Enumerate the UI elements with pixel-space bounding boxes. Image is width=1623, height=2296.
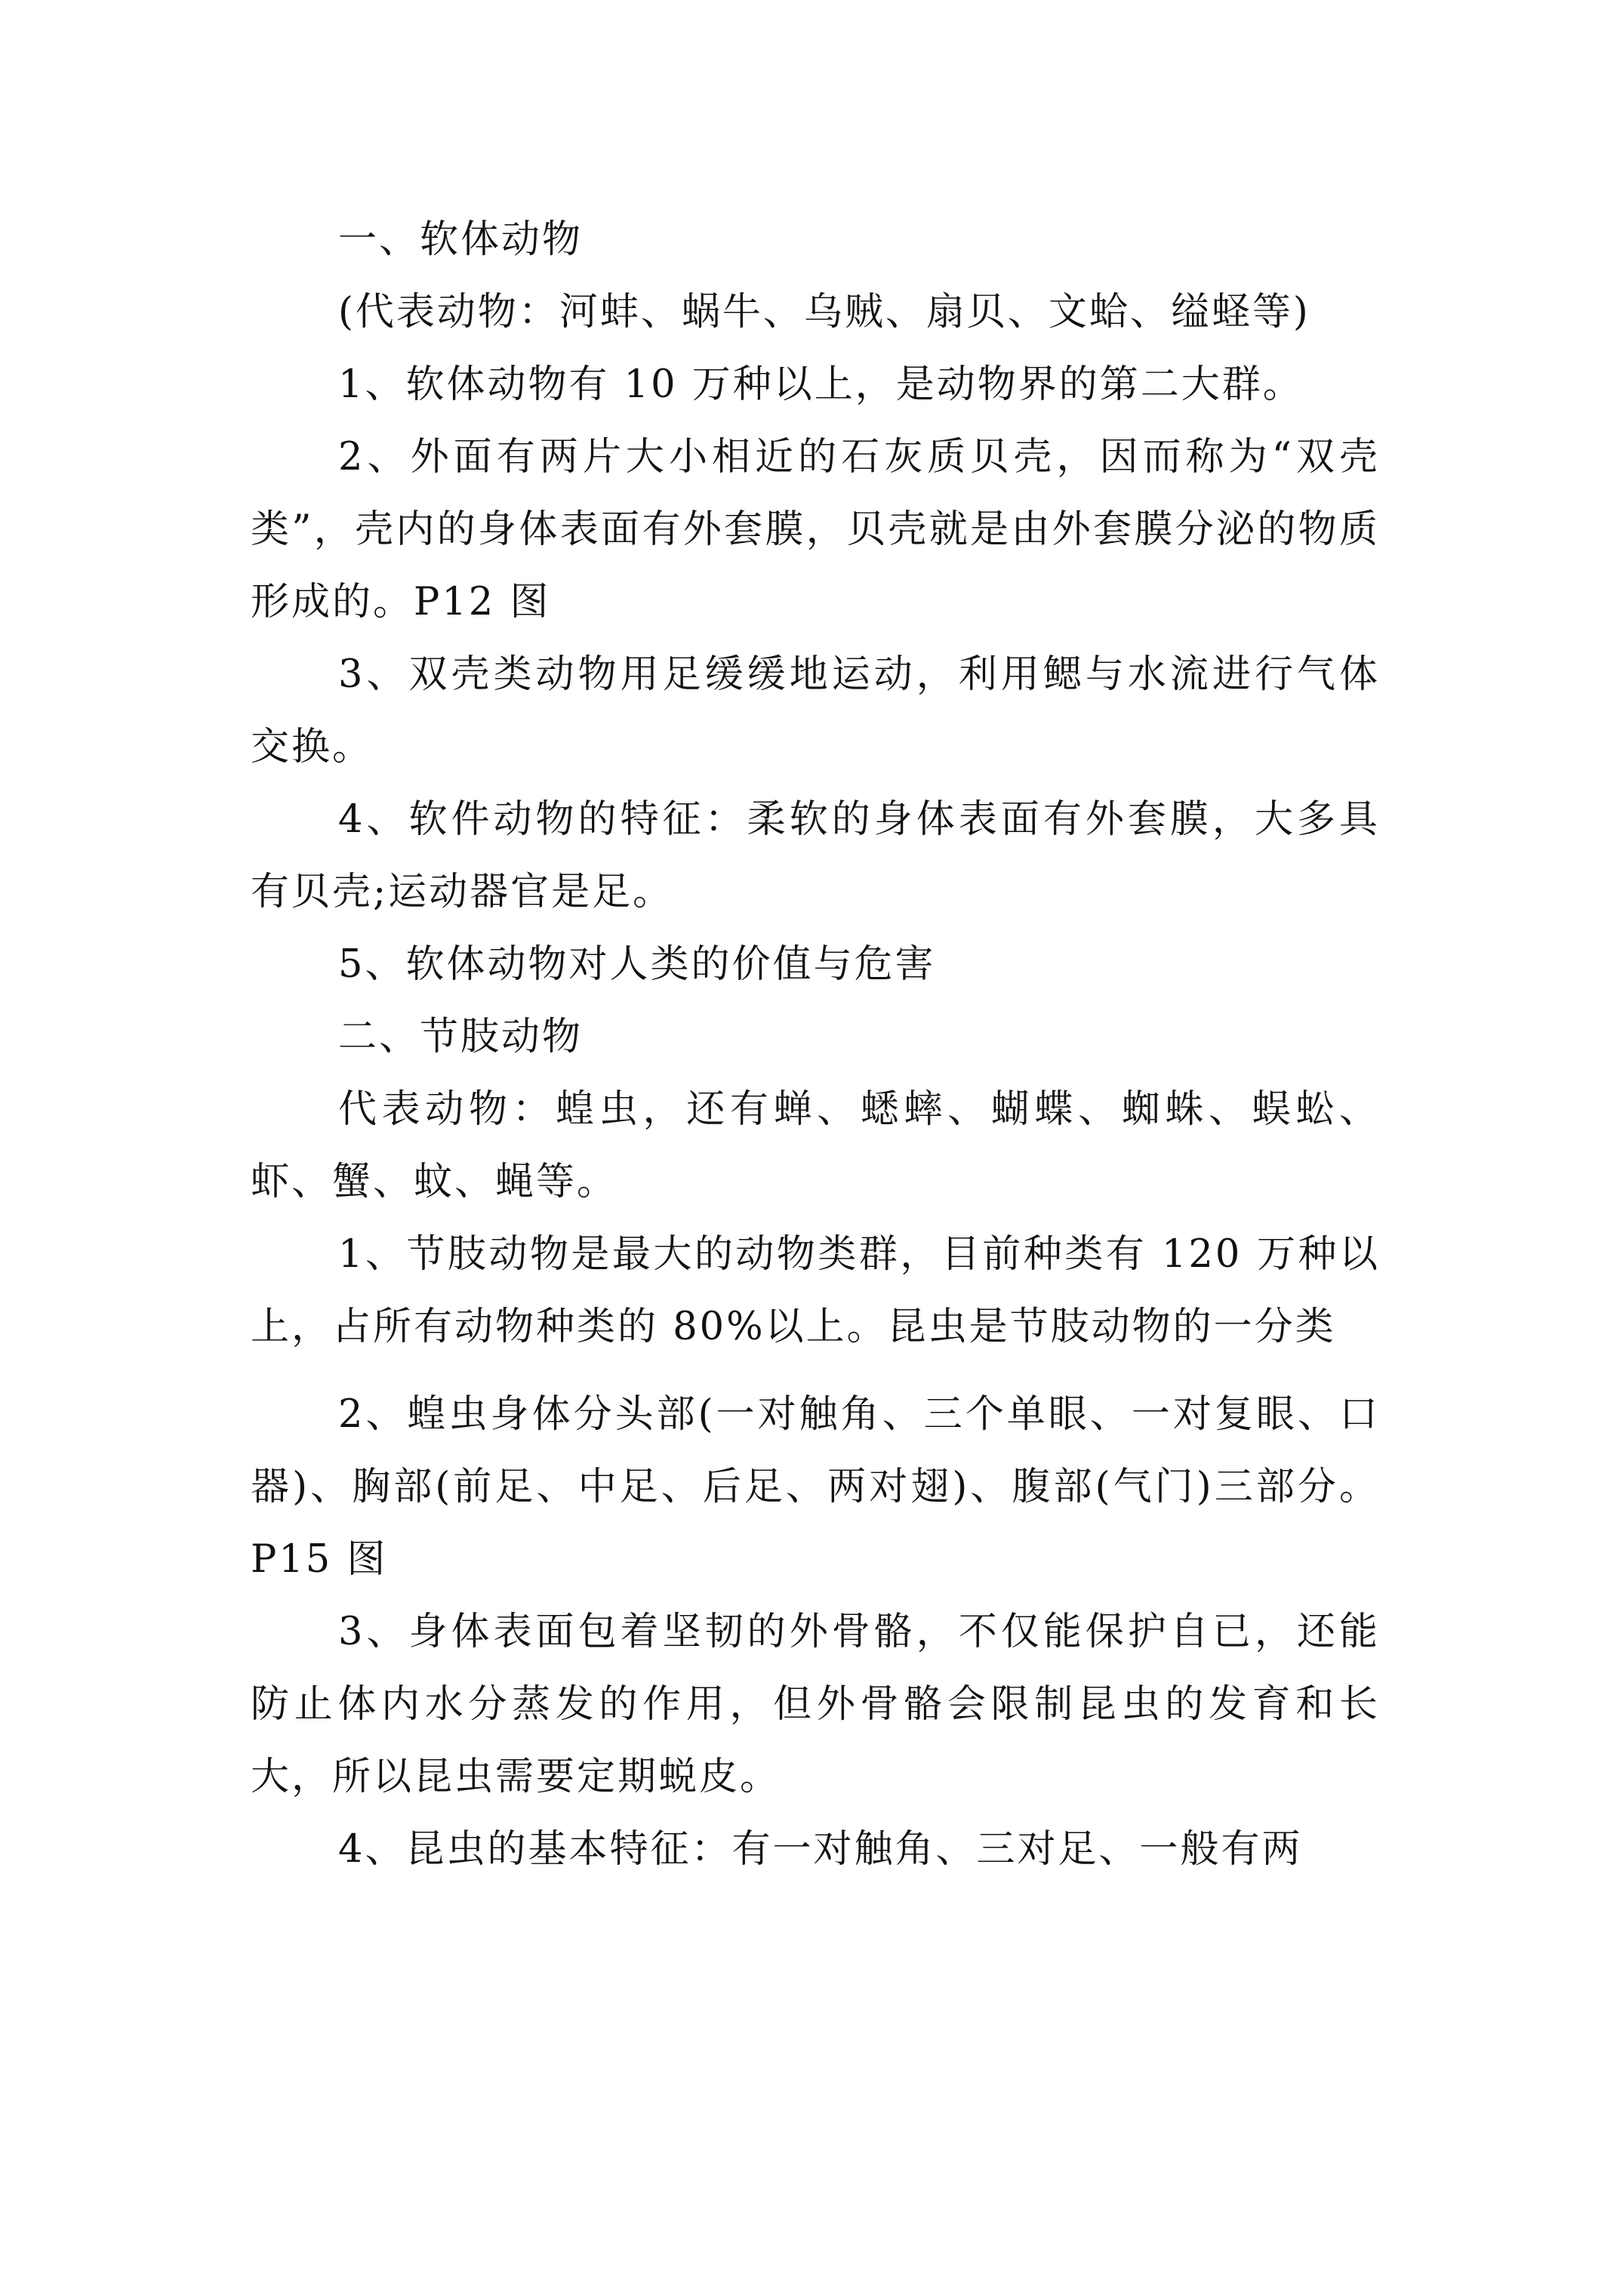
paragraph-representative-arthropods: 代表动物：蝗虫，还有蝉、蟋蟀、蝴蝶、蜘蛛、蜈蚣、虾、蟹、蚊、蝇等。 [251, 1087, 1380, 1204]
paragraph-mollusk-point-5: 5、软体动物对人类的价值与危害 [338, 942, 936, 987]
paragraph-arthropod-point-4: 4、昆虫的基本特征：有一对触角、三对足、一般有两 [338, 1827, 1303, 1872]
paragraph-mollusk-point-2: 2、外面有两片大小相近的石灰质贝壳，因而称为“双壳类”，壳内的身体表面有外套膜，贝壳就是由外套膜分泌的物质形成的。P12 图 [251, 435, 1380, 624]
paragraph-mollusk-point-1: 1、软体动物有 10 万种以上，是动物界的第二大群。 [338, 362, 1304, 407]
section-heading-mollusca: 一、软体动物 [338, 217, 584, 262]
paragraph-arthropod-point-1: 1、节肢动物是最大的动物类群，目前种类有 120 万种以上，占所有动物种类的 80%以上。昆虫是节肢动物的一分类 [251, 1232, 1380, 1349]
section-heading-arthropoda: 二、节肢动物 [338, 1015, 584, 1059]
document-body [251, 204, 1380, 1886]
paragraph-representative-mollusks: (代表动物：河蚌、蜗牛、乌贼、扇贝、文蛤、缢蛏等) [338, 290, 1310, 334]
paragraph-arthropod-point-2: 2、蝗虫身体分头部(一对触角、三个单眼、一对复眼、口器)、胸部(前足、中足、后足、两对翅)、腹部(气门)三部分。P15 图 [251, 1392, 1380, 1582]
paragraph-arthropod-point-3: 3、身体表面包着坚韧的外骨骼，不仅能保护自已，还能防止体内水分蒸发的作用，但外骨骼会限制昆虫的发育和长大，所以昆虫需要定期蜕皮。 [251, 1610, 1380, 1799]
paragraph-mollusk-point-3: 3、双壳类动物用足缓缓地运动，利用鳃与水流进行气体交换。 [251, 652, 1380, 769]
paragraph-mollusk-point-4: 4、软件动物的特征：柔软的身体表面有外套膜，大多具有贝壳;运动器官是足。 [251, 797, 1380, 914]
